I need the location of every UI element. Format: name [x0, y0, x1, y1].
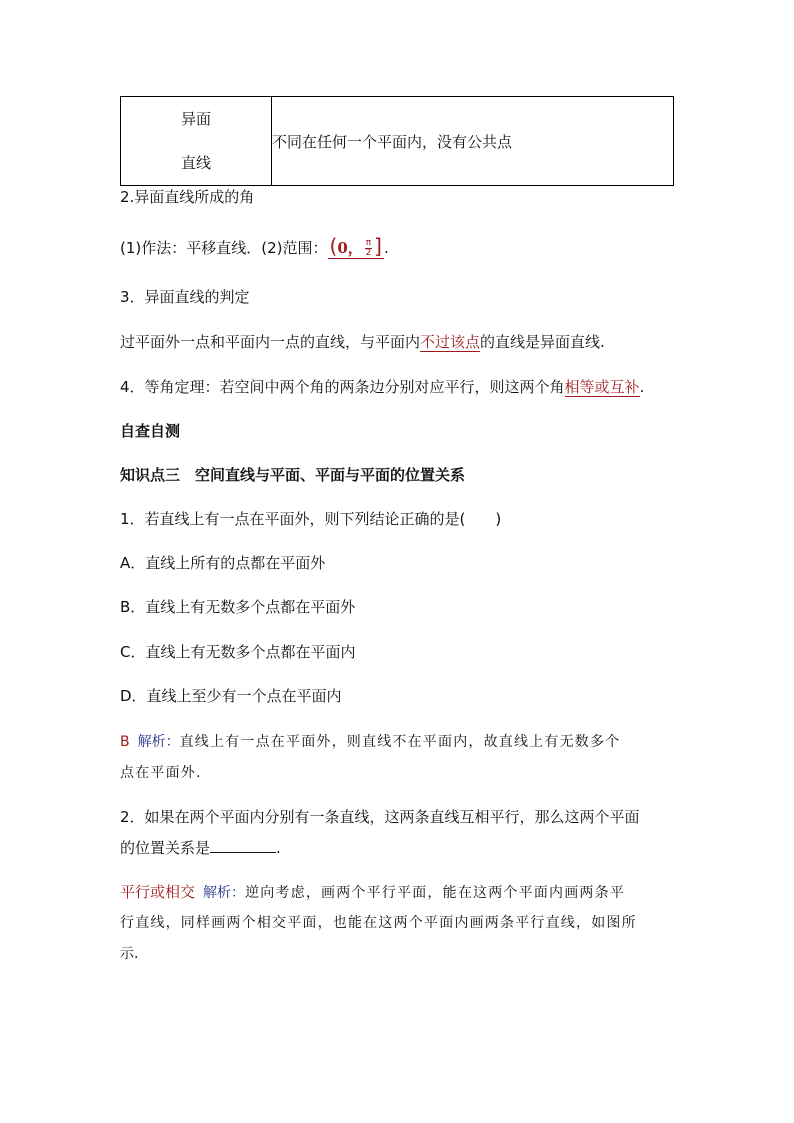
fraction-numerator: π [365, 238, 372, 248]
q1-option-a: A．直线上所有的点都在平面外 [120, 554, 326, 572]
range-answer [328, 236, 384, 259]
section-4-text-after: . [639, 378, 645, 396]
section-3-title: 3．异面直线的判定 [120, 288, 250, 306]
q1-option-c: C．直线上有无数多个点都在平面内 [120, 643, 356, 661]
section-3-text-after: 的直线是异面直线. [480, 333, 605, 351]
definition-cell: 不同在任何一个平面内，没有公共点 [272, 97, 674, 186]
section-3-text-before: 过平面外一点和平面内一点的直线，与平面内 [120, 333, 421, 351]
term-line-1: 异面 [180, 110, 211, 128]
section-4-text-before: 4．等角定理：若空间中两个角的两条边分别对应平行，则这两个角 [120, 378, 565, 396]
q1-analysis-line-2: 点在平面外. [120, 765, 202, 781]
q1-analysis-label: 解析： [137, 734, 180, 750]
q2-analysis-line-1 [120, 882, 625, 903]
q1-analysis-line-1 [120, 732, 620, 752]
fraction-denominator: 2 [365, 248, 372, 258]
definition-table [120, 96, 674, 186]
section-4-body [120, 377, 644, 397]
range-period: . [383, 239, 389, 257]
term-cell [121, 97, 272, 186]
q1-answer: B [120, 734, 130, 750]
q1-analysis-text-1: 直线上有一点在平面外，则直线不在平面内，故直线上有无数多个 [179, 734, 621, 750]
knowledge-point-heading: 知识点三 空间直线与平面、平面与平面的位置关系 [120, 466, 466, 484]
section-3-body [120, 332, 605, 352]
range-fraction [365, 239, 372, 258]
q2-stem-period: . [276, 839, 281, 857]
q2-stem-text: 的位置关系是 [120, 839, 211, 857]
q2-answer: 平行或相交 [120, 883, 196, 901]
q2-stem-line-2 [120, 836, 281, 858]
q2-analysis-text-1: 逆向考虑，画两个平行平面，能在这两个平面内画两条平 [245, 885, 626, 901]
q1-option-b: B．直线上有无数多个点都在平面外 [120, 598, 356, 616]
range-close-bracket: ] [374, 234, 382, 258]
q2-answer-blank [210, 836, 276, 853]
q1-option-d: D．直线上至少有一个点在平面内 [120, 687, 342, 705]
q2-analysis-label: 解析： [203, 885, 246, 901]
q2-analysis-line-2: 行直线，同样画两个相交平面，也能在这两个平面内画两条平行直线，如图所 [120, 915, 637, 931]
section-4-highlight: 相等或互补 [564, 378, 640, 396]
q1-stem: 1．若直线上有一点在平面外，则下列结论正确的是( ) [120, 510, 502, 528]
q2-analysis-line-3: 示. [120, 946, 139, 962]
section-2-title: 2.异面直线所成的角 [120, 188, 255, 206]
method-text: (1)作法：平移直线．(2)范围： [120, 239, 328, 257]
term-line-2: 直线 [180, 154, 211, 172]
range-zero: 0， [337, 239, 363, 257]
range-open-bracket: ( [329, 234, 338, 258]
section-3-highlight: 不过该点 [420, 333, 481, 351]
q2-stem-line-1: 2．如果在两个平面内分别有一条直线，这两条直线互相平行，那么这两个平面 [120, 808, 640, 826]
self-check-heading: 自查自测 [120, 422, 181, 440]
section-2-method [120, 236, 389, 259]
